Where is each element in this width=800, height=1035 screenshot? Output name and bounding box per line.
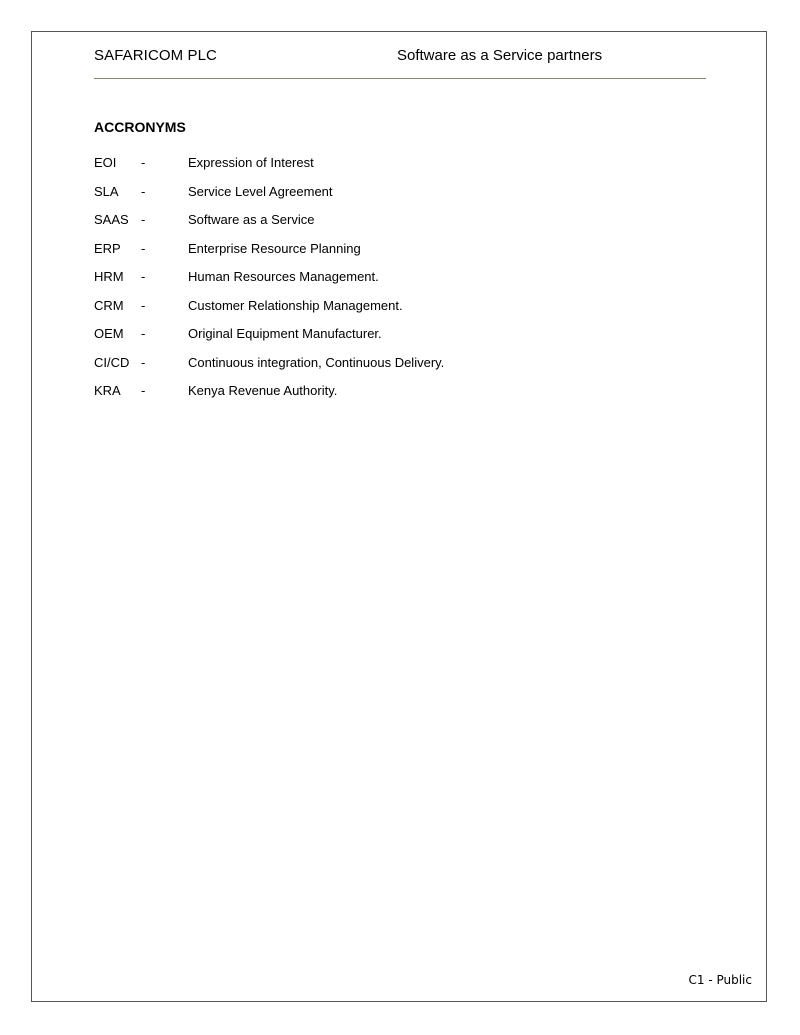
acronym-list	[94, 155, 654, 412]
acronym-separator: -	[141, 326, 146, 341]
acronym-separator: -	[141, 155, 146, 170]
section-heading: ACCRONYMS	[94, 119, 186, 135]
acronym-row	[94, 155, 654, 184]
acronym-separator: -	[141, 183, 146, 199]
acronym-definition: Kenya Revenue Authority.	[188, 383, 338, 398]
acronym-row	[94, 298, 654, 327]
acronym-abbreviation: KRA	[94, 383, 121, 398]
acronym-separator: -	[141, 297, 146, 313]
acronym-row	[94, 383, 654, 412]
acronym-abbreviation: HRM	[94, 269, 124, 284]
acronym-definition: Human Resources Management.	[188, 269, 379, 284]
header-divider	[94, 78, 706, 79]
acronym-separator: -	[141, 354, 146, 370]
acronym-row	[94, 269, 654, 298]
acronym-abbreviation: SLA	[94, 183, 119, 199]
acronym-definition: Continuous integration, Continuous Delivery.	[188, 354, 445, 370]
acronym-definition: Customer Relationship Management.	[188, 297, 403, 313]
acronym-definition: Service Level Agreement	[188, 183, 333, 199]
header-company-name: SAFARICOM PLC	[94, 47, 217, 64]
acronym-definition: Original Equipment Manufacturer.	[188, 326, 382, 341]
acronym-definition: Software as a Service	[188, 212, 315, 227]
acronym-separator: -	[141, 212, 146, 227]
acronym-abbreviation: CI/CD	[94, 354, 130, 370]
acronym-row	[94, 355, 654, 384]
acronym-definition: Expression of Interest	[188, 155, 314, 170]
acronym-abbreviation: SAAS	[94, 212, 129, 227]
acronym-abbreviation: CRM	[94, 297, 124, 313]
acronym-row	[94, 212, 654, 241]
acronym-separator: -	[141, 269, 146, 284]
acronym-abbreviation: OEM	[94, 326, 124, 341]
acronym-definition: Enterprise Resource Planning	[188, 240, 361, 256]
acronym-separator: -	[141, 383, 146, 398]
acronym-row	[94, 184, 654, 213]
acronym-row	[94, 241, 654, 270]
acronym-abbreviation: EOI	[94, 155, 117, 170]
acronym-row	[94, 326, 654, 355]
header-document-title: Software as a Service partners	[397, 47, 603, 64]
acronym-separator: -	[141, 240, 146, 256]
acronym-abbreviation: ERP	[94, 240, 121, 256]
footer-classification-label: C1 - Public	[688, 973, 752, 987]
